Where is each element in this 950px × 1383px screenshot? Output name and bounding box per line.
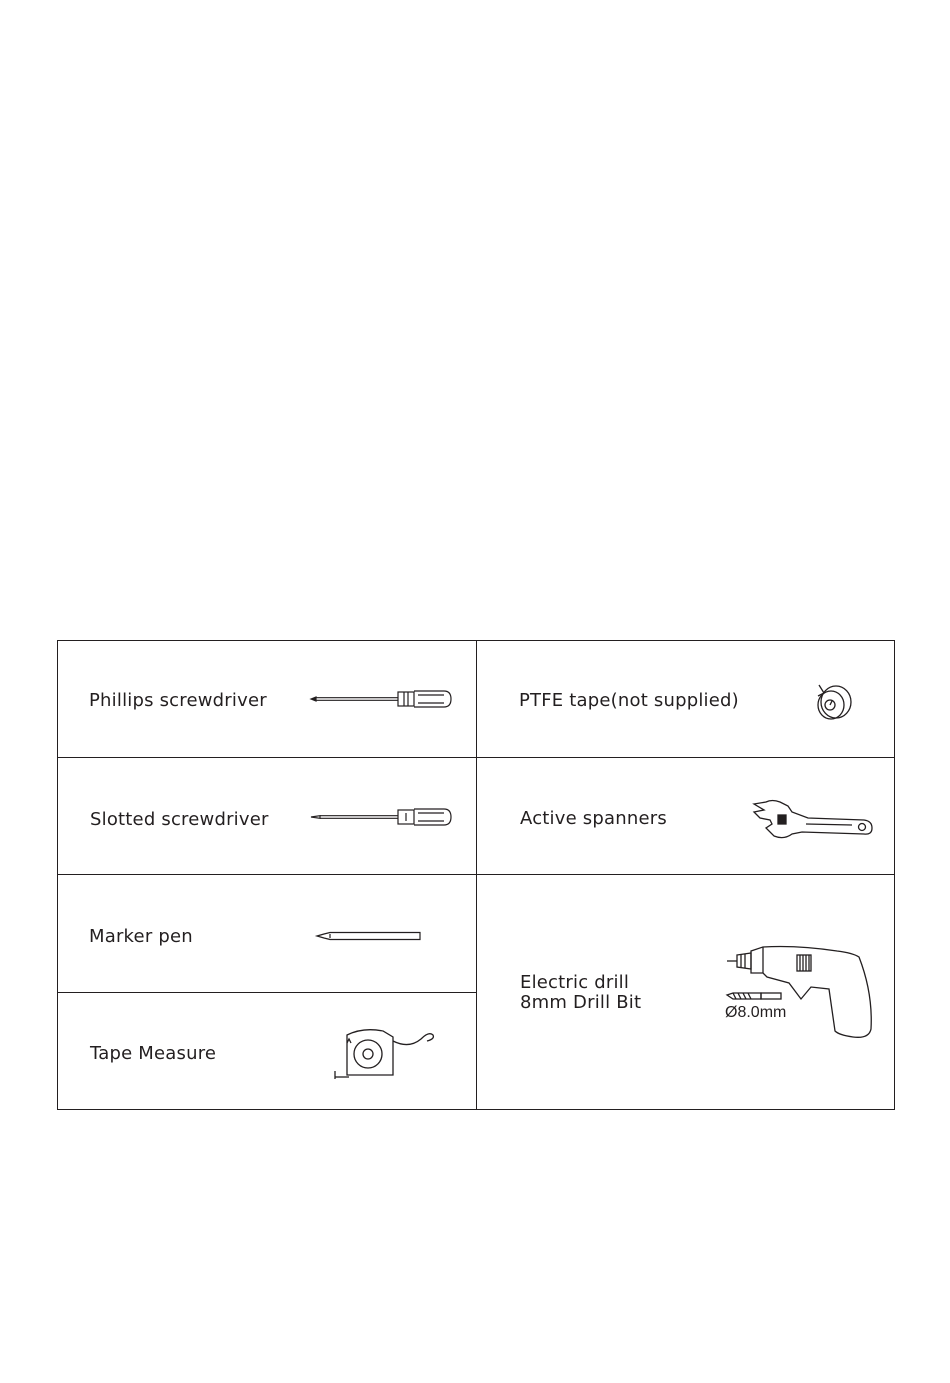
drill-bit-size: Ø8.0mm: [725, 1004, 787, 1021]
tool-cell-phillips-screwdriver: [58, 641, 476, 757]
slotted-screwdriver-icon: [310, 807, 452, 827]
tool-cell-tape-measure: [58, 993, 476, 1109]
adjustable-spanner-icon: [752, 798, 874, 840]
tool-cell-slotted-screwdriver: [58, 758, 476, 874]
tool-cell-marker-pen: [58, 875, 476, 992]
tool-label-active-spanners: Active spanners: [520, 808, 667, 829]
tool-cell-ptfe-tape: [477, 641, 895, 757]
tool-label-ptfe-tape: PTFE tape(not supplied): [519, 690, 739, 711]
tool-label-slotted-screwdriver: Slotted screwdriver: [90, 809, 269, 830]
ptfe-tape-icon: [815, 679, 853, 721]
tape-measure-icon: [333, 1025, 437, 1081]
tool-label-tape-measure: Tape Measure: [90, 1043, 217, 1064]
marker-pen-icon: [316, 929, 424, 943]
tools-table: [57, 640, 895, 1110]
tool-cell-active-spanners: [477, 758, 895, 874]
phillips-screwdriver-icon: [310, 689, 452, 709]
electric-drill-icon: [727, 943, 877, 1041]
tool-cell-electric-drill: [477, 875, 895, 1109]
tool-label-phillips-screwdriver: Phillips screwdriver: [89, 690, 267, 711]
tool-label-electric-drill: Electric drill: [520, 972, 630, 993]
tool-label-marker-pen: Marker pen: [89, 926, 193, 947]
tool-label-drill-bit: 8mm Drill Bit: [520, 992, 642, 1013]
